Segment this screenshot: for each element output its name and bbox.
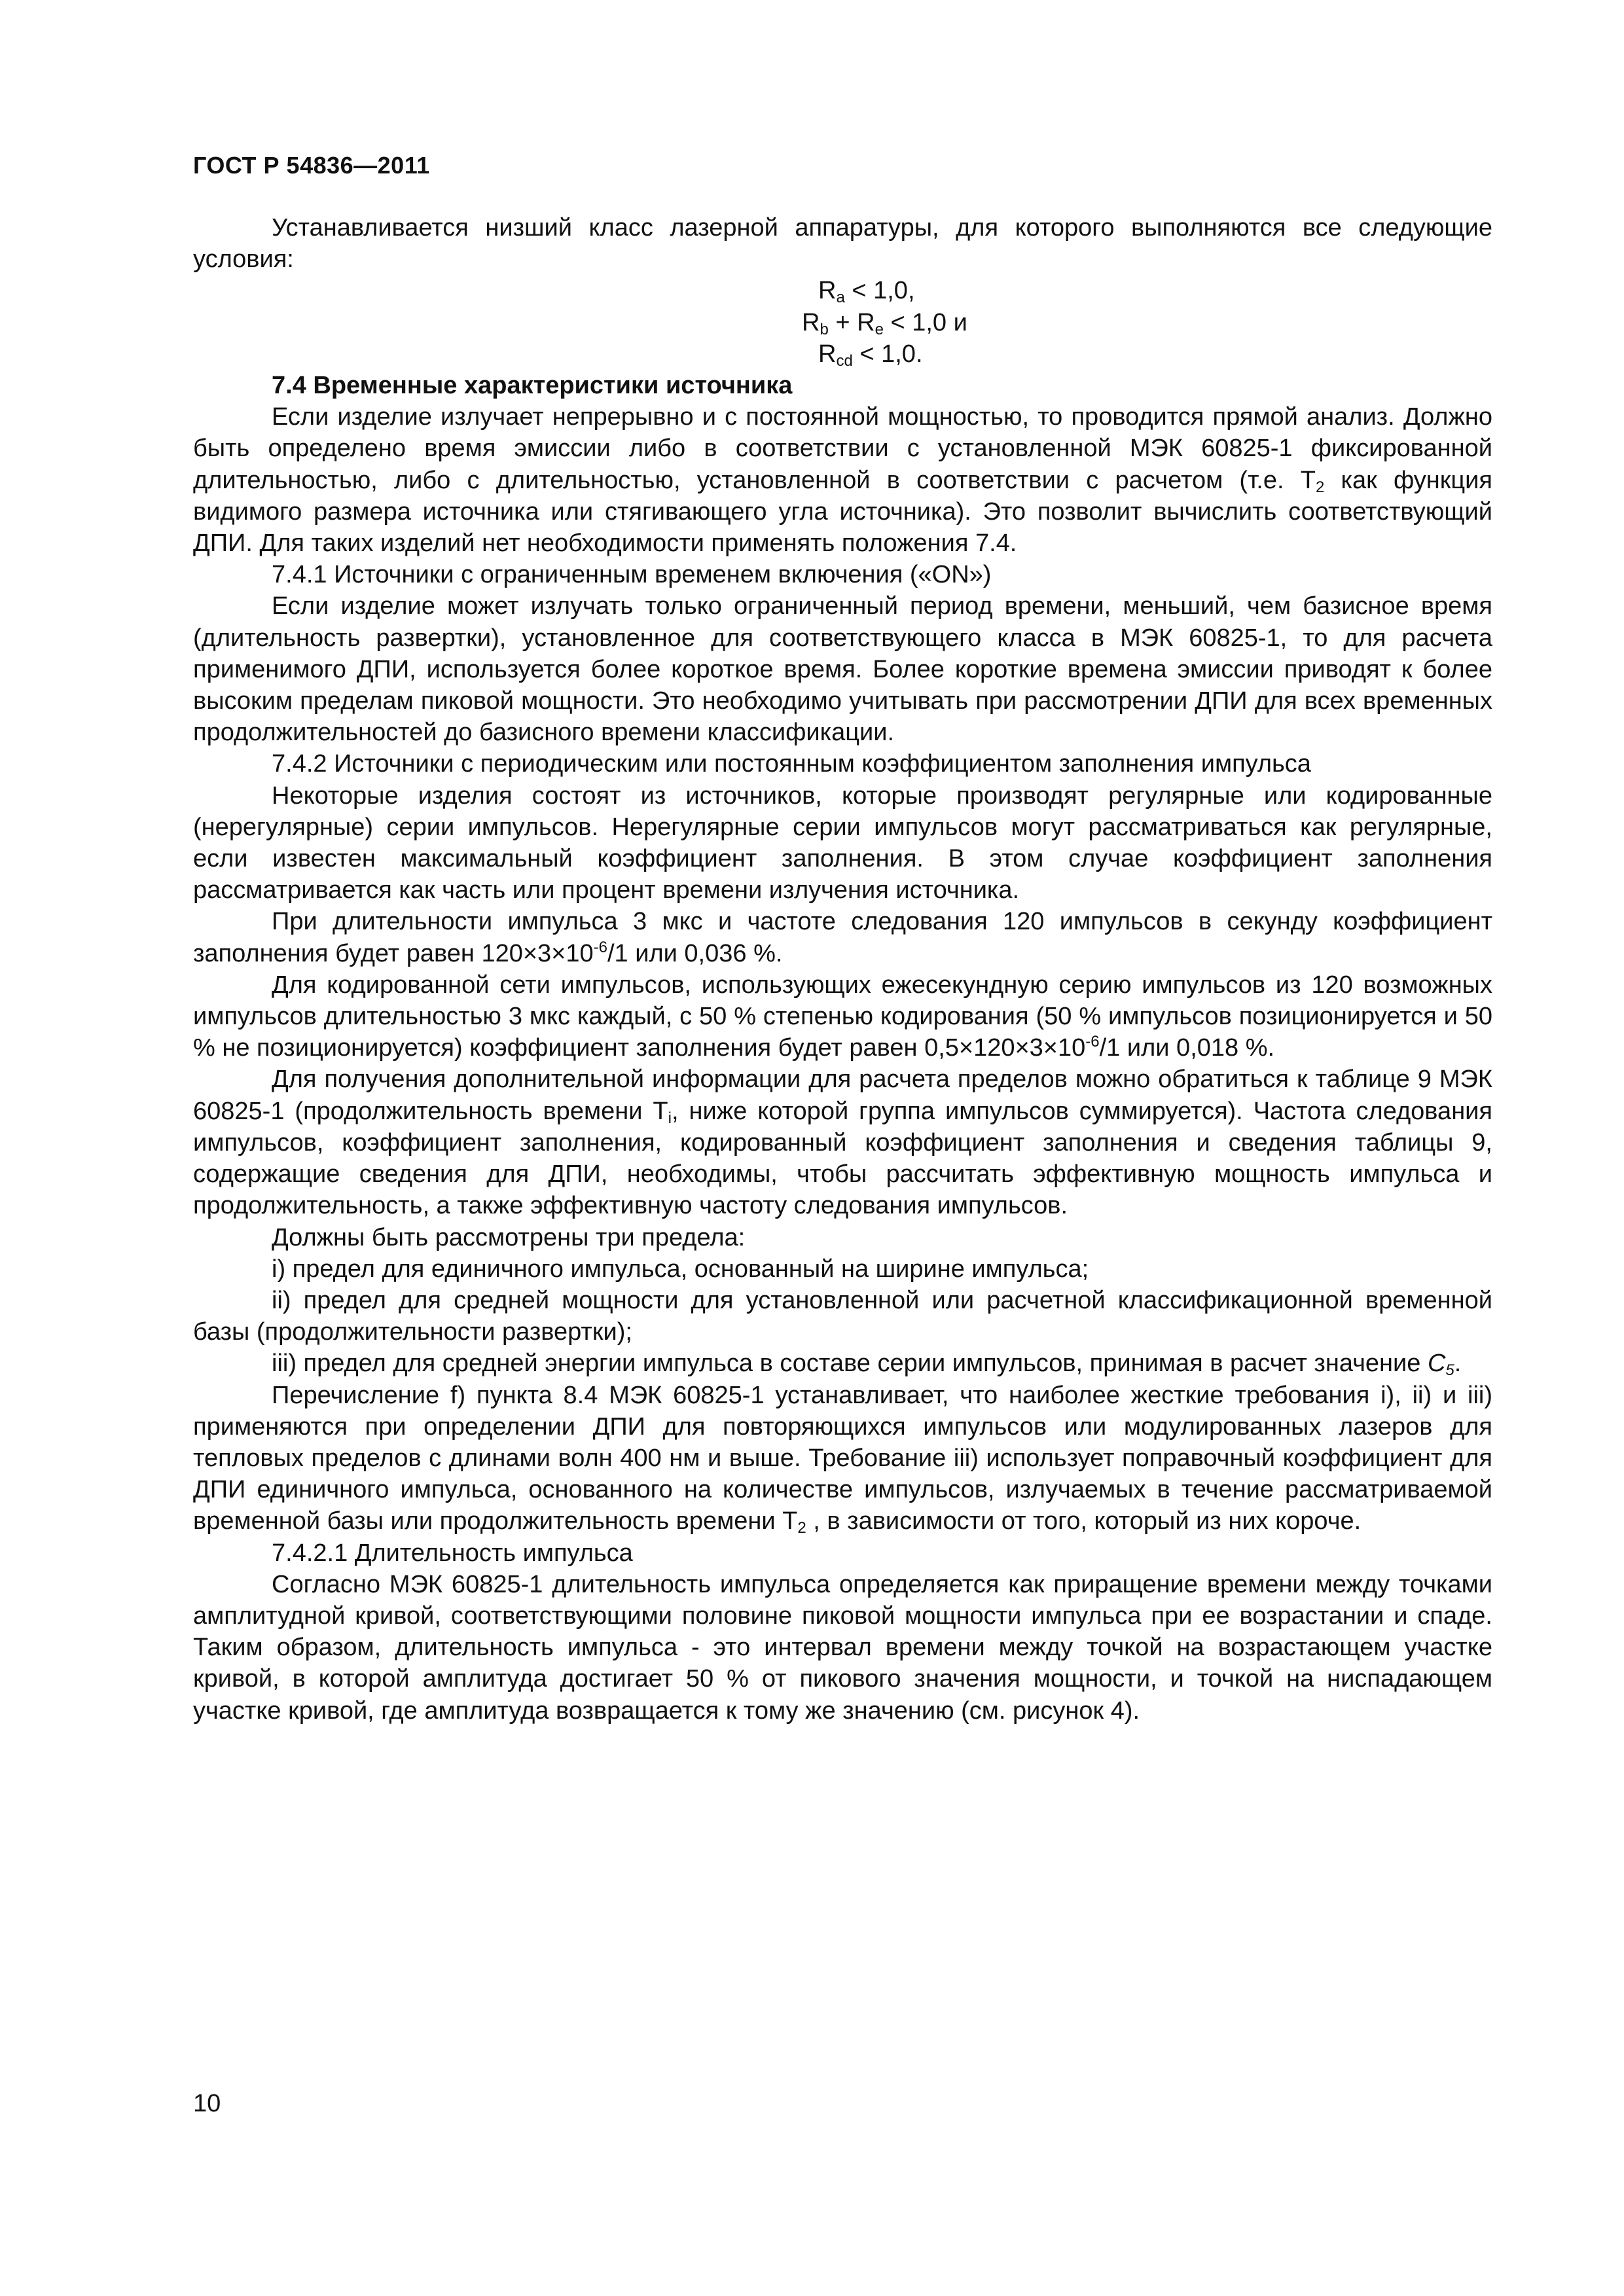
paragraph-pulse-series: Некоторые изделия состоят из источников, которые производят регулярные или кодированные (нерегулярные) серии импульсов. Нерегулярные серии импульсов могут рассматриваться как регулярные, если известен максимальный коэффициент заполнения. В этом случае коэффициент заполнения рассматривается как часть или процент времени излучения источника.: [193, 781, 1492, 905]
list-item-iii: iii) предел для средней энергии импульса в составе серии импульсов, принимая в расчет значение $C_5$.: [272, 1350, 1462, 1380]
conditions-formulas: [193, 275, 1492, 370]
page-number: 10: [193, 2090, 221, 2117]
intro-paragraph: Устанавливается низший класс лазерной аппаратуры, для которого выполняются все следующие условия:: [193, 214, 1492, 274]
list-item-ii: ii) предел для средней мощности для установленной или расчетной классификационной временной базы (продолжительности развертки);: [193, 1286, 1492, 1346]
paragraph-limited-time: Если изделие может излучать только ограниченный период времени, меньший, чем базисное время (длительность развертки), установленное для соответствующего класса в МЭК 60825-1, то для расчета применимого ДПИ, используется более короткое время. Более короткие времена эмиссии приводят к более высоким пределам пиковой мощности. Это необходимо учитывать при рассмотрении ДПИ для всех временных продолжительностей до базисного времени классификации.: [193, 592, 1492, 747]
paragraph-coded-example: Для кодированной сети импульсов, использующих ежесекундную серию импульсов из 120 возможных импульсов длительностью 3 мкс каждый, с 50 % степенью кодирования (50 % импульсов позиционируется и 50 % не позиционируется) коэффициент заполнения будет равен $0,5\times 120\times 3\times 10^{-6}/1$ или 0,018 %.: [193, 971, 1492, 1062]
formula-rcd: $R_{cd} < 1,0$.: [818, 340, 923, 370]
subsection-7-4-2: 7.4.2 Источники с периодическим или постоянным коэффициентом заполнения импульса: [272, 750, 1311, 778]
paragraph-continuous: Если изделие излучает непрерывно и с постоянной мощностью, то проводится прямой анализ. Должно быть определено время эмиссии либо в соответствии с установленной МЭК 60825-1 фиксированной длительностью, либо с длительностью, установленной в соответствии с расчетом (т.е. $T_2$ как функция видимого размера источника или стягивающего угла источника). Это позволит вычислить соответствующий ДПИ. Для таких изделий нет необходимости применять положения 7.4.: [193, 403, 1492, 558]
standard-header: ГОСТ Р 54836—2011: [193, 152, 430, 179]
subsection-7-4-2-1: 7.4.2.1 Длительность импульса: [272, 1539, 633, 1567]
paragraph-duty-example: При длительности импульса 3 мкс и частоте следования 120 импульсов в секунду коэффициент заполнения будет равен $120\times 3\times 10^{-6}/1$ или 0,036 %.: [193, 908, 1492, 967]
paragraph-table-9: Для получения дополнительной информации для расчета пределов можно обратиться к таблице 9 МЭК 60825-1 (продолжительность времени $T_i$, ниже которой группа импульсов суммируется). Частота следования импульсов, коэффициент заполнения, кодированный коэффициент заполнения и сведения таблицы 9, содержащие сведения для ДПИ, необходимы, чтобы рассчитать эффективную мощность импульса и продолжительность, а также эффективную частоту следования импульсов.: [193, 1066, 1492, 1220]
subsection-7-4-1: 7.4.1 Источники с ограниченным временем включения («ON»): [272, 561, 992, 589]
formula-ra: $R_a < 1,0$,: [818, 277, 915, 307]
paragraph-pulse-duration: Согласно МЭК 60825-1 длительность импульса определяется как приращение времени между точками амплитудной кривой, соответствующими половине пиковой мощности импульса при ее возрастании и спаде. Таким образом, длительность импульса - это интервал времени между точкой на возрастающем участке кривой, в которой амплитуда достигает 50 % от пикового значения мощности, и точкой на ниспадающем участке кривой, где амплитуда возвращается к тому же значению (см. рисунок 4).: [193, 1570, 1492, 1725]
page-content: [193, 212, 1492, 1727]
formula-rb-re: $R_b + R_e < 1,0$ и: [802, 308, 967, 338]
section-title: 7.4 Временные характеристики источника: [272, 372, 793, 400]
paragraph-three-limits: Должны быть рассмотрены три предела:: [272, 1223, 746, 1251]
paragraph-enumeration-f: Перечисление f) пункта 8.4 МЭК 60825-1 устанавливает, что наиболее жесткие требования i), ii) и iii) применяются при определении ДПИ для повторяющихся импульсов или модулированных лазеров для тепловых пределов с длинами волн 400 нм и выше. Требование iii) использует поправочный коэффициент для ДПИ единичного импульса, основанного на количестве импульсов, излучаемых в течение рассматриваемой временной базы или продолжительность времени $T_2$ , в зависимости от того, который из них короче.: [193, 1381, 1492, 1537]
list-item-i: i) предел для единичного импульса, основанный на ширине импульса;: [272, 1255, 1089, 1283]
